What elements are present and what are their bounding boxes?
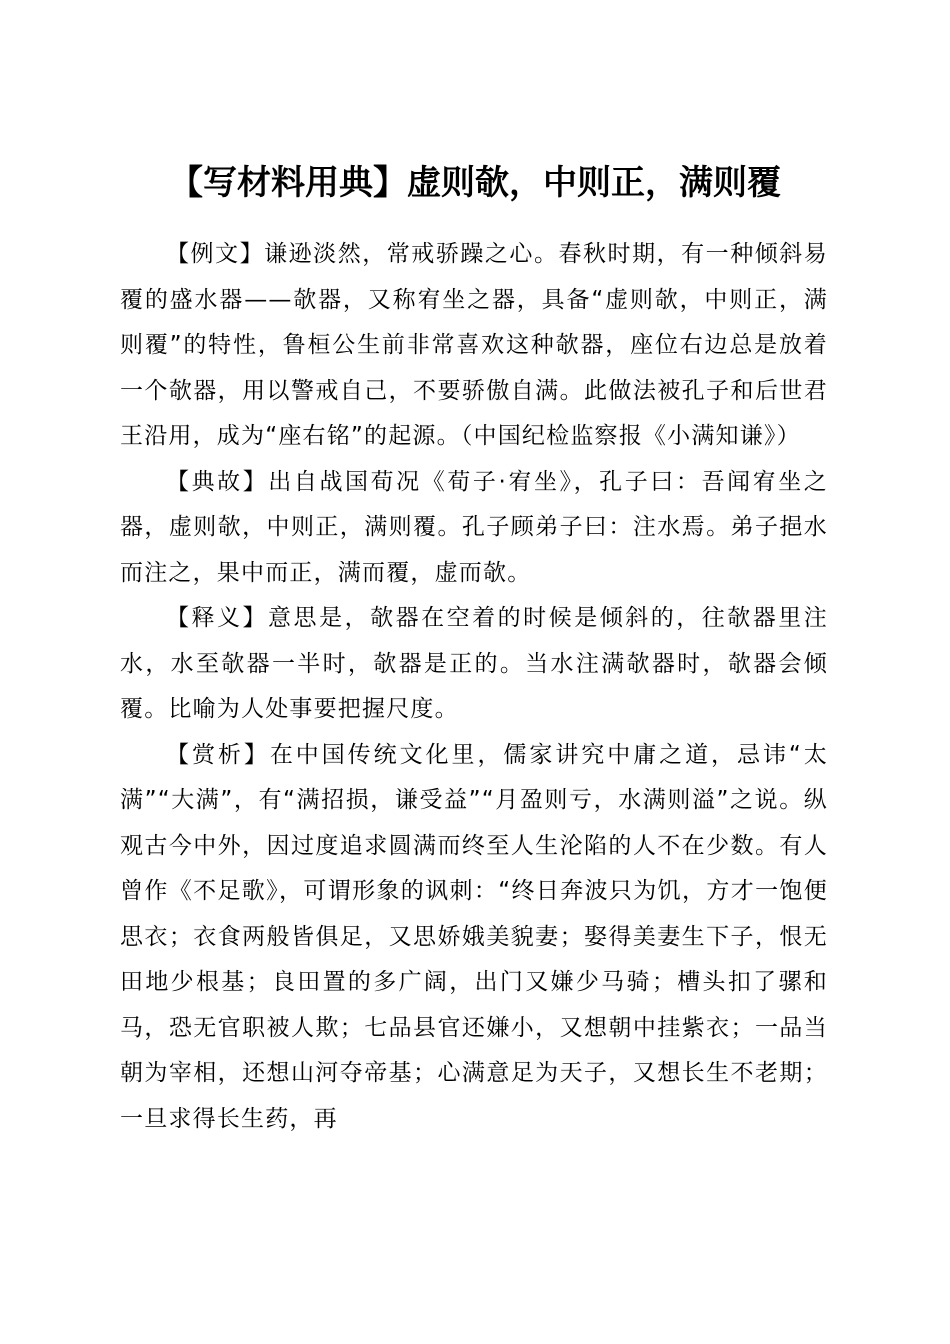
paragraph-appreciation: 【赏析】在中国传统文化里，儒家讲究中庸之道，忌讳“太满”“大满”，有“满招损，谦受益”“月盈则亏，水满则溢”之说。纵观古今中外，因过度追求圆满而终至人生沦陷的人不在少数。有人曾作《不足歌》，可谓形象的讽刺：“终日奔波只为饥，方才一饱便思衣；衣食两般皆俱足，又思娇娥美貌妻；娶得美妻生下子，恨无田地少根基；良田置的多广阔，出门又嫌少马骑；槽头扣了骡和马，恐无官职被人欺；七品县官还嫌小，又想朝中挂紫衣；一品当朝为宰相，还想山河夺帝基；心满意足为天子，又想长生不老期；一旦求得长生药，再: [120, 741, 828, 1132]
paragraph-allusion: 【典故】出自战国荀况《荀子·宥坐》，孔子曰：吾闻宥坐之器，虚则欹，中则正，满则覆。孔子顾弟子曰：注水焉。弟子挹水而注之，果中而正，满而覆，虚而欹。: [120, 468, 828, 586]
paragraph-meaning: 【释义】意思是，欹器在空着的时候是倾斜的，往欹器里注水，水至欹器一半时，欹器是正的。当水注满欹器时，欹器会倾覆。比喻为人处事要把握尺度。: [120, 605, 828, 722]
document-body: [120, 232, 828, 1142]
paragraph-example: 【例文】谦逊淡然，常戒骄躁之心。春秋时期，有一种倾斜易覆的盛水器——欹器，又称宥坐之器，具备“虚则欹，中则正，满则覆”的特性，鲁桓公生前非常喜欢这种欹器，座位右边总是放着一个欹器，用以警戒自己，不要骄傲自满。此做法被孔子和后世君王沿用，成为“座右铭”的起源。（中国纪检监察报《小满知谦》）: [120, 241, 828, 449]
document-title: 【写材料用典】虚则欹，中则正，满则覆: [169, 162, 781, 203]
